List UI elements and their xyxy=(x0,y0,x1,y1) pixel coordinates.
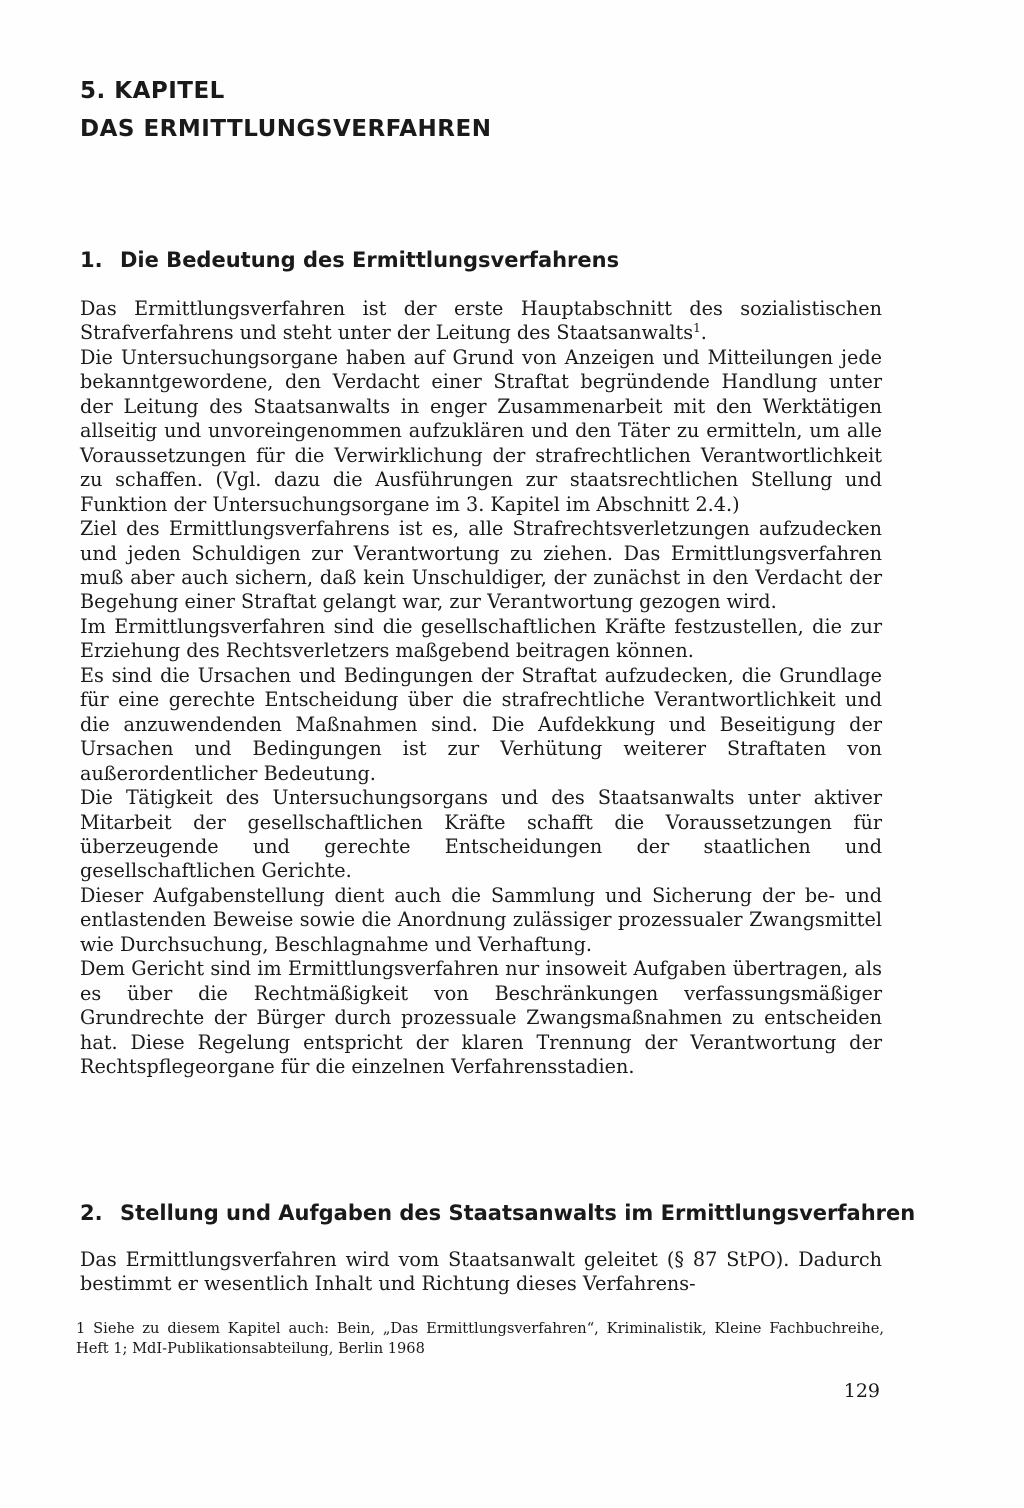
paragraph: Das Ermittlungsverfahren wird vom Staatsanwalt geleitet (§ 87 StPO). Dadurch bestimmt er wesentlich Inhalt und Richtung dieses Verfahrens- xyxy=(80,1248,882,1296)
paragraph-text: Das Ermittlungsverfahren ist der erste Hauptabschnitt des sozialistischen Strafverfahrens und steht unter der Leitung des Staatsanwalts xyxy=(80,297,882,345)
paragraph: Dieser Aufgabenstellung dient auch die Sammlung und Sicherung der be- und entlastenden Beweise sowie die Anordnung zulässiger prozessualer Zwangsmittel wie Durchsuchung, Beschlagnahme und Verhaftung. xyxy=(80,883,882,956)
paragraph: Dem Gericht sind im Ermittlungsverfahren nur insoweit Aufgaben übertragen, als es über die Rechtmäßigkeit von Beschränkungen verfassungsmäßiger Grundrechte der Bürger durch prozessuale Zwangsmaßnahmen zu entscheiden hat. Diese Regelung entspricht der klaren Trennung der Verantwortung der Rechtspflegeorgane für die einzelnen Verfahrensstadien. xyxy=(80,957,882,1079)
section-2-body xyxy=(80,1248,882,1297)
paragraph: Im Ermittlungsverfahren sind die gesellschaftlichen Kräfte festzustellen, die zur Erziehung des Rechtsverletzers maßgebend beitragen können. xyxy=(80,614,882,663)
section-title: Die Bedeutung des Ermittlungsverfahrens xyxy=(120,248,620,272)
paragraph: Die Tätigkeit des Untersuchungsorgans und des Staatsanwalts unter aktiver Mitarbeit der gesellschaftlichen Kräfte schafft die Voraussetzungen für überzeugende und gerechte Entscheidungen der staatlichen und gesellschaftlichen Gerichte. xyxy=(80,786,882,883)
footnote-reference: 1 xyxy=(693,321,701,336)
section-number: 1. xyxy=(80,248,103,272)
section-heading-1 xyxy=(80,248,619,272)
section-heading-2 xyxy=(80,1201,915,1225)
chapter-label: 5. KAPITEL xyxy=(80,78,225,104)
page-number: 129 xyxy=(843,1380,880,1402)
paragraph: Es sind die Ursachen und Bedingungen der Straftat aufzudecken, die Grundlage für eine gerechte Entscheidung über die strafrechtliche Verantwortlichkeit und die anzuwendenden Maßnahmen sind. Die Aufdekkung und Beseitigung der Ursachen und Bedingungen ist zur Verhütung weiterer Straftaten von außerordentlicher Bedeutung. xyxy=(80,663,882,785)
section-title: Stellung und Aufgaben des Staatsanwalts im Ermittlungsverfahren xyxy=(120,1201,916,1225)
paragraph: Ziel des Ermittlungsverfahrens ist es, alle Strafrechtsverletzungen aufzudecken und jeden Schuldigen zur Verantwortung zu ziehen. Das Ermittlungsverfahren muß aber auch sichern, daß kein Unschuldiger, der zunächst in den Verdacht der Begehung einer Straftat gelangt war, zur Verantwortung gezogen wird. xyxy=(80,517,882,614)
chapter-title: DAS ERMITTLUNGSVERFAHREN xyxy=(80,116,492,142)
paragraph-tail: . xyxy=(700,321,707,345)
paragraph xyxy=(80,297,882,346)
footnote: 1 Siehe zu diesem Kapitel auch: Bein, „Das Ermittlungsverfahren“, Kriminalistik, Kleine Fachbuchreihe, Heft 1; MdI-Publikationsabteilung, Berlin 1968 xyxy=(76,1320,884,1357)
paragraph: Die Untersuchungsorgane haben auf Grund von Anzeigen und Mitteilungen jede bekanntgewordene, den Verdacht einer Straftat begründende Handlung unter der Leitung des Staatsanwalts in enger Zusammenarbeit mit den Werktätigen allseitig und unvoreingenommen aufzuklären und den Täter zu ermitteln, um alle Voraussetzungen für die Verwirklichung der strafrechtlichen Verantwortlichkeit zu schaffen. (Vgl. dazu die Ausführungen zur staatsrechtlichen Stellung und Funktion der Untersuchungsorgane im 3. Kapitel im Abschnitt 2.4.) xyxy=(80,345,882,516)
section-1-body xyxy=(80,297,882,1080)
section-number: 2. xyxy=(80,1201,103,1225)
